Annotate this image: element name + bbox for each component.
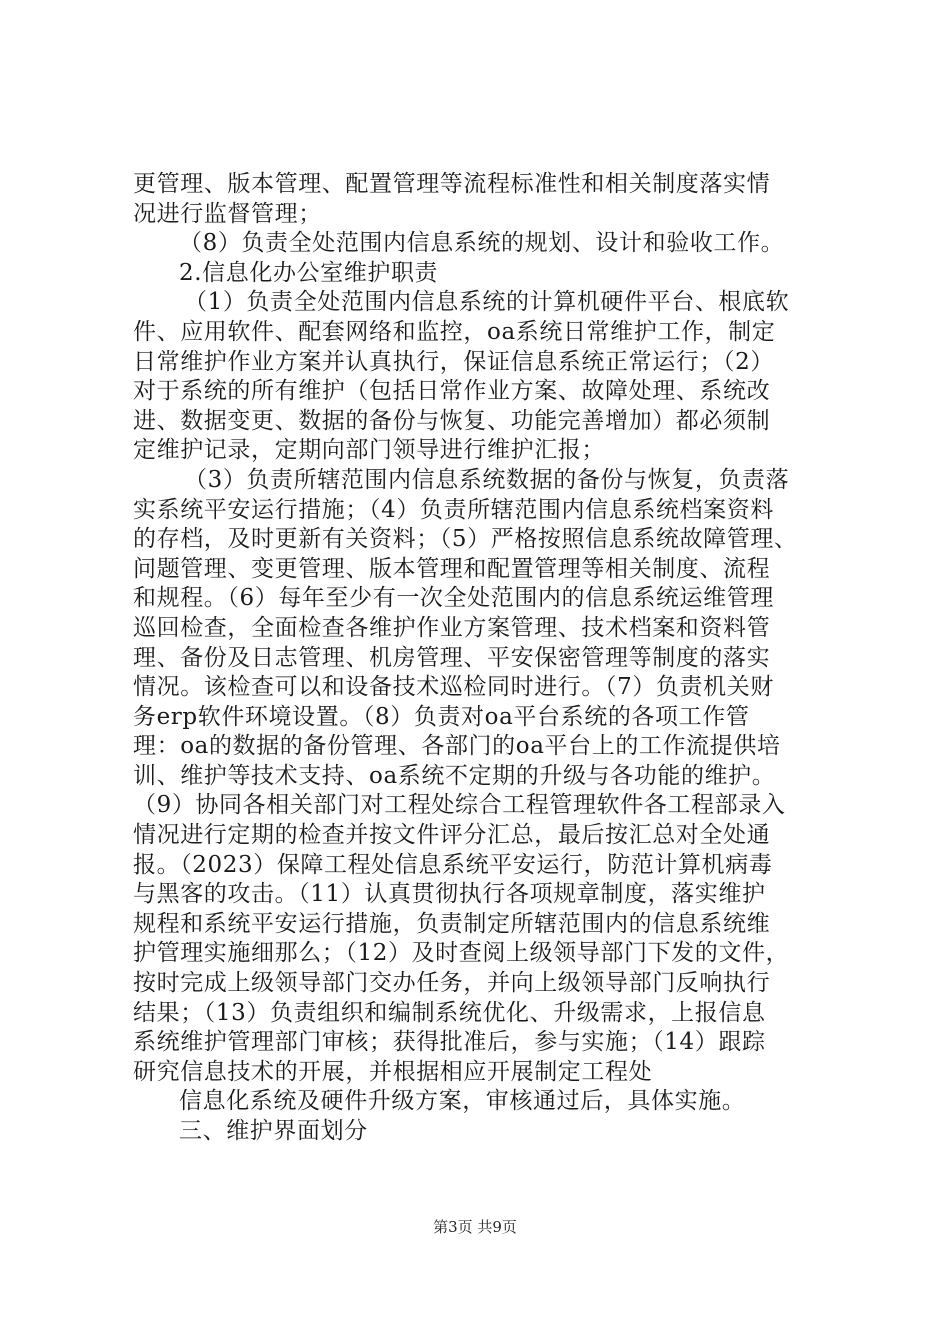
page-number-footer: 第3页 共9页	[433, 1218, 517, 1236]
text-line: 况进行监督管理；	[133, 200, 322, 227]
text-line: 问题管理、变更管理、版本管理和配置管理等相关制度、流程	[133, 555, 771, 582]
text-line: 更管理、版本管理、配置管理等流程标准性和相关制度落实情	[133, 171, 771, 197]
text-line: 信息化系统及硬件升级方案，审核通过后，具体实施。	[179, 1088, 746, 1115]
text-line: 训、维护等技术支持、oa系统不定期的升级与各功能的维护。	[133, 762, 776, 789]
text-line: （1）负责全处范围内信息系统的计算机硬件平台、根底软	[184, 289, 790, 316]
section-heading: 2.信息化办公室维护职责	[179, 259, 439, 286]
text-line: 务erp软件环境设置。（8）负责对oa平台系统的各项工作管	[133, 703, 750, 730]
text-line: 结果；（13）负责组织和编制系统优化、升级需求，上报信息	[133, 999, 766, 1026]
text-line: 进、数据变更、数据的备份与恢复、功能完善增加）都必须制	[133, 407, 771, 434]
text-line: 件、应用软件、配套网络和监控，oa系统日常维护工作，制定	[133, 318, 776, 345]
text-line: 理：oa的数据的备份管理、各部门的oa平台上的工作流提供培	[133, 733, 781, 760]
text-line: 和规程。（6）每年至少有一次全处范围内的信息系统运维管理	[133, 585, 774, 612]
text-line: 的存档，及时更新有关资料；（5）严格按照信息系统故障管理、	[133, 526, 798, 553]
text-line: （9）协同各相关部门对工程处综合工程管理软件各工程部录入	[133, 792, 786, 819]
text-line: （8）负责全处范围内信息系统的规划、设计和验收工作。	[179, 230, 785, 257]
text-line: 系统维护管理部门审核；获得批准后，参与实施；（14）跟踪	[133, 1029, 766, 1056]
text-line: 理、备份及日志管理、机房管理、平安保密管理等制度的落实	[133, 644, 771, 671]
text-line: 情况。该检查可以和设备技术巡检同时进行。（7）负责机关财	[133, 674, 774, 701]
text-line: 对于系统的所有维护（包括日常作业方案、故障处理、系统改	[133, 378, 771, 405]
text-line: 护管理实施细那么；（12）及时查阅上级领导部门下发的文件，	[133, 940, 790, 967]
text-line: 日常维护作业方案并认真执行，保证信息系统正常运行；（2）	[133, 348, 774, 375]
text-line: 规程和系统平安运行措施，负责制定所辖范围内的信息系统维	[133, 910, 771, 937]
text-line: 定维护记录，定期向部门领导进行维护汇报；	[133, 437, 605, 464]
text-line: 与黑客的攻击。（11）认真贯彻执行各项规章制度，落实维护	[133, 881, 766, 908]
text-line: 情况进行定期的检查并按文件评分汇总，最后按汇总对全处通	[133, 822, 771, 849]
text-line: 巡回检查，全面检查各维护作业方案管理、技术档案和资料管	[133, 614, 771, 641]
text-line: （3）负责所辖范围内信息系统数据的备份与恢复，负责落	[184, 466, 790, 493]
text-line: 报。（2023）保障工程处信息系统平安运行，防范计算机病毒	[133, 851, 773, 878]
text-line: 研究信息技术的开展，并根据相应开展制定工程处	[133, 1058, 653, 1085]
section-heading: 三、维护界面划分	[179, 1118, 368, 1144]
text-line: 实系统平安运行措施；（4）负责所辖范围内信息系统档案资料	[133, 496, 774, 523]
document-body	[133, 170, 833, 1147]
text-line: 按时完成上级领导部门交办任务，并向上级领导部门反响执行	[133, 970, 771, 997]
